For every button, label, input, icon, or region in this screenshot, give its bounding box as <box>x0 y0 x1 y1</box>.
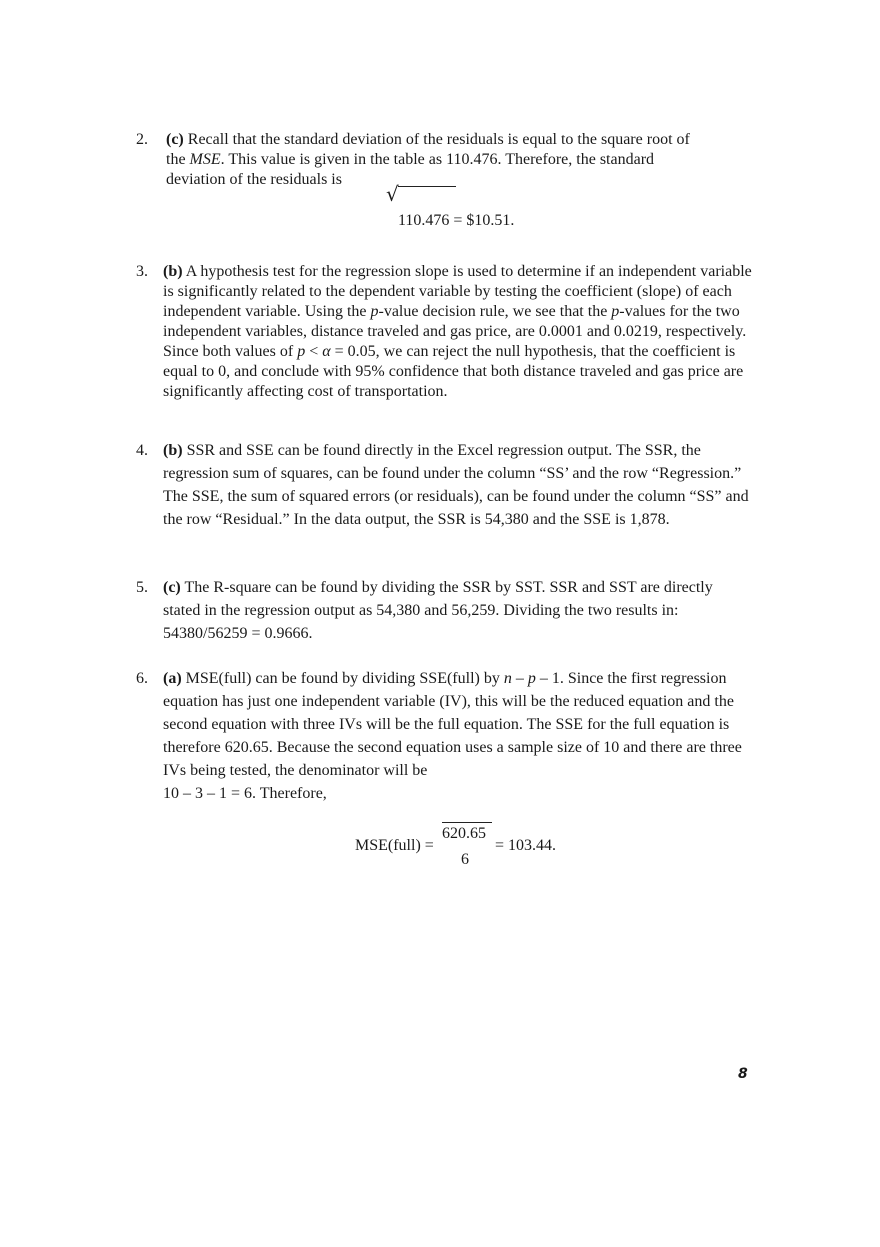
text-line: deviation of the residuals is <box>166 171 342 188</box>
item-text <box>163 667 753 805</box>
text-fragment: – 1. Since the first regression equation has just one independent variable (IV), this will be the reduced equation and the second equation with three IVs will be the full equation. The SSE for the full equation is therefore 620.65. Because the second equation uses a sample size of 10 and there are three IVs being tested, the denominator will be <box>163 670 742 779</box>
text-fragment: A hypothesis test for the regression slope is used to determine if an independent variable is significantly related to the dependent variable by testing the coefficient (slope) of each independent variable. Using the <box>163 263 752 320</box>
text-line: 10 – 3 – 1 = 6. Therefore, <box>163 785 327 802</box>
text-body: The R-square can be found by dividing the SSR by SST. SSR and SST are directly stated in the regression output as 54,380 and 56,259. Dividing the two results in: 54380/56259 = 0.9666. <box>163 579 713 642</box>
item-number: 3. <box>136 263 148 280</box>
equation-rhs: = 103.44. <box>495 837 557 854</box>
answer-letter: (b) <box>163 263 183 280</box>
page-number: 8 <box>738 1066 748 1082</box>
math-p: p <box>527 670 536 687</box>
fraction-top-bar <box>442 822 492 823</box>
mse-term: MSE <box>189 151 221 168</box>
math-p: p <box>297 343 306 360</box>
text-fragment: < <box>305 343 323 360</box>
text-fragment: -value decision rule, we see that the <box>378 303 612 320</box>
fraction-numerator: 620.65 <box>442 825 486 842</box>
equation-sd: 110.476 = $10.51. <box>398 212 515 229</box>
item-text <box>163 262 753 402</box>
text-fragment: -values for the two independent variables, distance traveled and gas price, are 0.0001 and 0.0219, respectively. Since both values of <box>163 303 747 360</box>
item-text <box>163 439 753 531</box>
sqrt-symbol: √ <box>386 182 399 206</box>
text-fragment: the <box>166 151 190 168</box>
text-fragment: = 0.05, we can reject the null hypothesis, that the coefficient is equal to 0, and conclude with 95% confidence that both distance traveled and gas price are significantly affecting cost of transportation. <box>163 343 744 400</box>
answer-letter: (c) <box>166 131 184 148</box>
answer-letter: (c) <box>163 579 181 596</box>
text-body: SSR and SSE can be found directly in the Excel regression output. The SSR, the regression sum of squares, can be found under the column “SS’ and the row “Regression.” The SSE, the sum of squared errors (or residuals), can be found under the column “SS” and the row “Residual.” In the data output, the SSR is 54,380 and the SSE is 1,878. <box>163 442 749 528</box>
text-fragment: MSE(full) can be found by dividing SSE(full) by <box>185 670 504 687</box>
item-number: 5. <box>136 579 148 596</box>
math-n: n <box>503 670 512 687</box>
item-number: 4. <box>136 442 148 459</box>
text-fragment: – <box>511 670 528 687</box>
equation-lhs: MSE(full) = <box>355 837 434 854</box>
math-p: p <box>611 303 620 320</box>
text-fragment: . This value is given in the table as 110.476. Therefore, the standard <box>220 151 655 168</box>
text-line: Recall that the standard deviation of the residuals is equal to the square root of <box>187 131 690 148</box>
math-alpha: α <box>322 343 331 360</box>
item-number: 2. <box>136 131 148 148</box>
sqrt-bar <box>398 186 456 187</box>
item-text <box>166 130 756 190</box>
fraction-denominator: 6 <box>461 851 469 868</box>
answer-letter: (b) <box>163 442 183 459</box>
answer-letter: (a) <box>163 670 182 687</box>
math-p: p <box>370 303 379 320</box>
item-number: 6. <box>136 670 148 687</box>
item-text <box>163 576 753 645</box>
